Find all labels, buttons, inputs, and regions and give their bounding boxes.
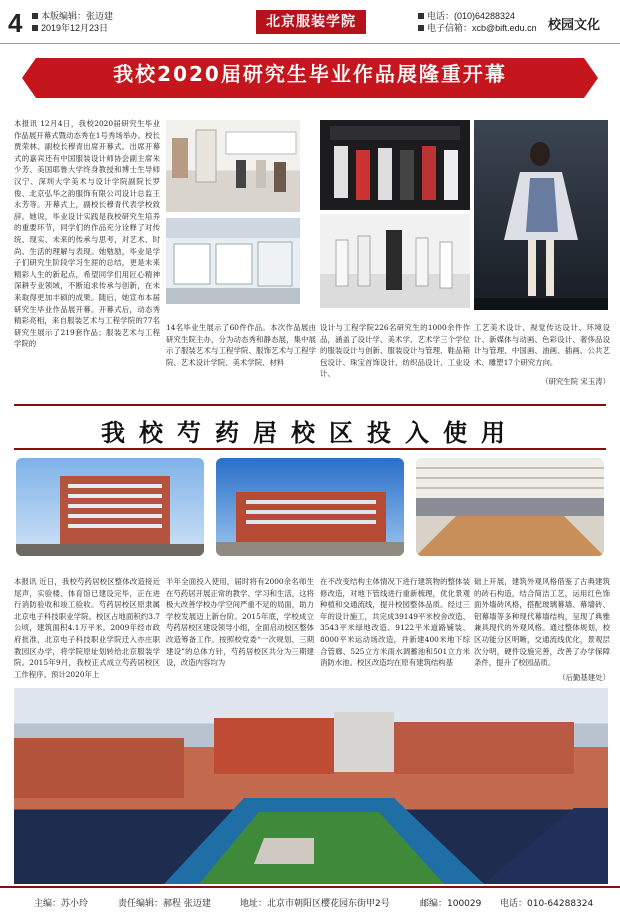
page-number: 4 [8,8,23,38]
photo-runway-lineup [320,214,470,308]
editor-line: 本版编辑：张迈建 [41,11,114,21]
story2-column-4: 础上开展，建筑外观风格借鉴了古典建筑的砖石构造，结合简洁工艺，运用红色饰面外墙砖风格，搭配玻璃幕墙、幕墙砖、铝幕墙等多种现代幕墙结构，呈现了典雅兼具现代的外观风格。通过整体规划，校区功能分区明晰，交通流线优化，景观层次分明，硬件设施完善，改善了办学保障条件，提升了校园品质。 [474,577,610,668]
footer-editors: 责任编辑：郝程 张迈建 [118,899,211,909]
footer-address: 地址：北京市朝阳区樱花园东街甲2号 [240,899,390,909]
page-footer [0,886,620,916]
story2-headline: 我校芍药居校区投入使用 [101,418,519,447]
story1-column-4: 工艺美术设计、视觉传达设计、环境设计、新媒体与动画、色彩设计、奢侈品设计与管理、中国画、油画、插画、公共艺术、雕塑17个研究方向。 [474,323,610,367]
headline-banner [0,52,620,102]
page-header [0,0,620,44]
masthead-logo: 北京服装学院 [256,10,366,34]
photo-exhibition-hall-1 [166,120,300,212]
story1-headline: 我校2020届研究生毕业作品展隆重开幕 [113,62,507,86]
story1-byline: （研究生院 宋玉涛） [541,377,610,386]
footer-postcode: 邮编：100029 [420,899,482,909]
story1-column-2: 14名毕业生展示了60件作品。本次作品展由研究生院主办，分为动态秀和静态展，集中展示了服装艺术与工程学院、服饰艺术与工程学院、艺术设计学院、美术学院、材料 [166,323,316,367]
story2-column-2: 半年全面投入使用，届时将有2000余名师生在芍药居开展正常的教学、学习和生活，这将极大改善学校办学空间严重不足的局面，助力学校发展迈上新台阶。2015年底，学校成立芍药居校区建设领导小组，全面启动校区整体改造筹备工作。按照校党委“一次规划、三期建设”的总体方针，芍药居校区共分为三期建设，改造内容均为 [166,577,314,668]
section-name: 校园文化 [548,18,601,33]
story1-column-3: 设计与工程学院226名研究生的1000余件作品，涵盖了设计学、美术学、艺术学三个学位的服装设计与创新、服装设计与管理、鞋品箱包设计、珠宝首饰设计、纺织品设计、工业设计、 [320,323,470,379]
contact-info [418,10,537,34]
email-line: 电子信箱：xcb@bift.edu.cn [427,23,537,33]
story2-column-1: 本报讯 近日，我校芍药居校区整体改造接近尾声，实验楼、体育馆已建设完毕，正在进行消防验收和竣工验收。芍药居校区原隶属北京电子科技职业学院。校区占地面积约3.7公顷，建筑面积4.1万平米。2009年经市政府批准，北京电子科技职业学院迁入亦庄职教园区办学，将学院原址划转给北京服装学院。2015年9月，我校正式成立芍药居校区工作程序。预计2020年上 [14,577,160,679]
photo-campus-building-1 [16,458,204,556]
photo-gymnasium-interior [416,458,604,556]
photo-campus-building-2 [216,458,404,556]
section-rule-top [14,404,606,406]
photo-exhibition-hall-2 [166,218,300,304]
story2-column-3: 在不改变结构主体情况下进行建筑物的整体装修改造，对地下管线进行重新梳理，优化景观种植和交通流线，提升校园整体品质。经过三年的设计施工，共完成39149平米校舍改造、3543平米绿地改造、9122平米道路铺装、8000平米运动场改造，并新建400米地下综合管廊、525立方米雨水调蓄池和501立方米消防水池。校区改造均在原有建筑结构基 [320,577,470,668]
story1-column-1: 本报讯 12月4日，我校2020届研究生毕业作品展开幕式暨动态秀在1号秀场举办。校长贾荣林、副校长穆青出席开幕式。出席开幕式的嘉宾还有中国服装设计师协会副主席朱少芳、美国耶鲁大学终身教授和博士生导师汉宁、深圳大学美术与设计学院副院长罗俊、北京弘华之韵服饰有限公司设计总监王永芳等。开幕式上，副校长穆青代表学校致辞。她说，毕业设计实践是我校研究生培养的重要环节，同学们的作品充分诠释了对传统、现实、未来的传承与思考，对艺术、时尚、生活的理解与表现。她勉励，毕业是学子们研究生阶段学习生涯的总结，更是未来精彩人生的新起点，希望同学们用匠心精神深耕专业领域，不断追求传承与创新，在未来取得更加丰硕的成果。随后，她宣布本届研究生毕业作品展开幕。开幕式后，动态秀精彩亮相，来自服装艺术与工程学院的77名研究生展示了219套作品；服装艺术与工程学院的 [14,119,160,349]
issue-meta [32,10,113,34]
date-line: 2019年12月23日 [41,23,109,33]
photo-model-runway [474,120,608,310]
story2-byline: （后勤基建处） [558,673,610,682]
photo-exhibition-display [320,120,470,210]
phone-line: 电话：(010)64288324 [427,11,516,21]
photo-campus-aerial [14,688,608,884]
footer-phone: 电话：010-64288324 [500,899,594,909]
footer-chief-editor: 主编：苏小玲 [34,899,89,909]
section-rule-bottom [14,448,606,450]
